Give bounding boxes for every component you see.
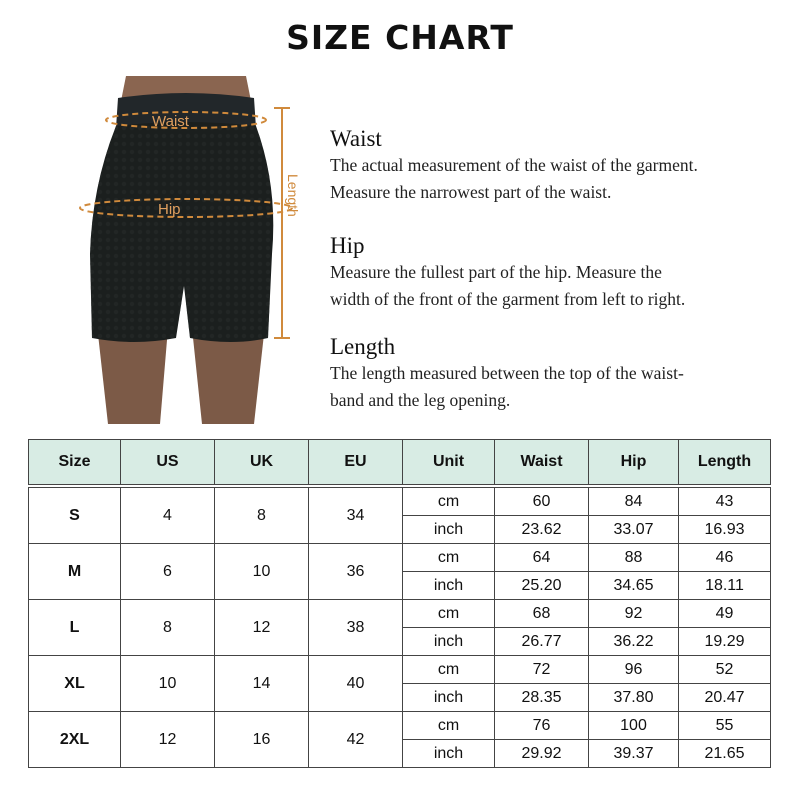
table-row [29,656,771,684]
waist-cell: 60 [495,488,589,516]
length-label: Length [285,174,301,217]
waist-cell: 76 [495,712,589,740]
hip-cell: 100 [589,712,679,740]
header-hip: Hip [589,440,679,485]
unit-cell: inch [403,740,495,768]
length-cell: 49 [679,600,771,628]
table-row [29,600,771,628]
size-cell: M [29,544,121,600]
length-cell: 21.65 [679,740,771,768]
header-size: Size [29,440,121,485]
us-cell: 4 [121,488,215,544]
size-table [28,439,771,768]
uk-cell: 8 [215,488,309,544]
waist-cell: 72 [495,656,589,684]
us-cell: 6 [121,544,215,600]
table-row [29,544,771,572]
us-cell: 8 [121,600,215,656]
size-cell: 2XL [29,712,121,768]
length-cell: 43 [679,488,771,516]
length-cell: 18.11 [679,572,771,600]
header-waist: Waist [495,440,589,485]
table-row [29,488,771,516]
header-eu: EU [309,440,403,485]
unit-cell: cm [403,600,495,628]
waist-label: Waist [152,113,189,130]
size-cell: L [29,600,121,656]
hip-cell: 92 [589,600,679,628]
header-length: Length [679,440,771,485]
uk-cell: 14 [215,656,309,712]
unit-cell: inch [403,572,495,600]
length-line-1: The length measured between the top of the waist- [330,363,684,383]
unit-cell: cm [403,656,495,684]
waist-line-2: Measure the narrowest part of the waist. [330,182,612,202]
waist-cell: 64 [495,544,589,572]
uk-cell: 10 [215,544,309,600]
hip-description [330,233,790,313]
length-cell: 52 [679,656,771,684]
hip-cell: 39.37 [589,740,679,768]
waist-cell: 25.20 [495,572,589,600]
waist-cell: 23.62 [495,516,589,544]
unit-cell: cm [403,488,495,516]
hip-cell: 84 [589,488,679,516]
unit-cell: cm [403,544,495,572]
header-unit: Unit [403,440,495,485]
hip-line-2: width of the front of the garment from left to right. [330,289,686,309]
hip-cell: 96 [589,656,679,684]
hip-label: Hip [158,201,181,218]
uk-cell: 12 [215,600,309,656]
waist-cell: 29.92 [495,740,589,768]
length-cell: 16.93 [679,516,771,544]
length-description [330,334,790,414]
eu-cell: 34 [309,488,403,544]
unit-cell: inch [403,628,495,656]
header-uk: UK [215,440,309,485]
hip-heading: Hip [330,233,365,258]
table-header-row [29,440,771,485]
us-cell: 12 [121,712,215,768]
eu-cell: 36 [309,544,403,600]
unit-cell: inch [403,516,495,544]
hip-cell: 34.65 [589,572,679,600]
uk-cell: 16 [215,712,309,768]
us-cell: 10 [121,656,215,712]
length-heading: Length [330,334,396,359]
length-line-2: band and the leg opening. [330,390,511,410]
hip-cell: 37.80 [589,684,679,712]
waist-cell: 26.77 [495,628,589,656]
eu-cell: 40 [309,656,403,712]
waist-description [330,126,790,206]
waist-heading: Waist [330,126,382,151]
waist-cell: 28.35 [495,684,589,712]
size-cell: S [29,488,121,544]
length-cell: 55 [679,712,771,740]
table-row [29,712,771,740]
garment-diagram [56,76,320,424]
unit-cell: cm [403,712,495,740]
header-us: US [121,440,215,485]
waist-cell: 68 [495,600,589,628]
page-title: SIZE CHART [286,18,514,57]
hip-line-1: Measure the fullest part of the hip. Measure the [330,262,662,282]
hip-cell: 88 [589,544,679,572]
hip-cell: 33.07 [589,516,679,544]
unit-cell: inch [403,684,495,712]
length-cell: 20.47 [679,684,771,712]
length-cell: 46 [679,544,771,572]
eu-cell: 38 [309,600,403,656]
length-cell: 19.29 [679,628,771,656]
waist-line-1: The actual measurement of the waist of the garment. [330,155,698,175]
size-cell: XL [29,656,121,712]
eu-cell: 42 [309,712,403,768]
hip-cell: 36.22 [589,628,679,656]
